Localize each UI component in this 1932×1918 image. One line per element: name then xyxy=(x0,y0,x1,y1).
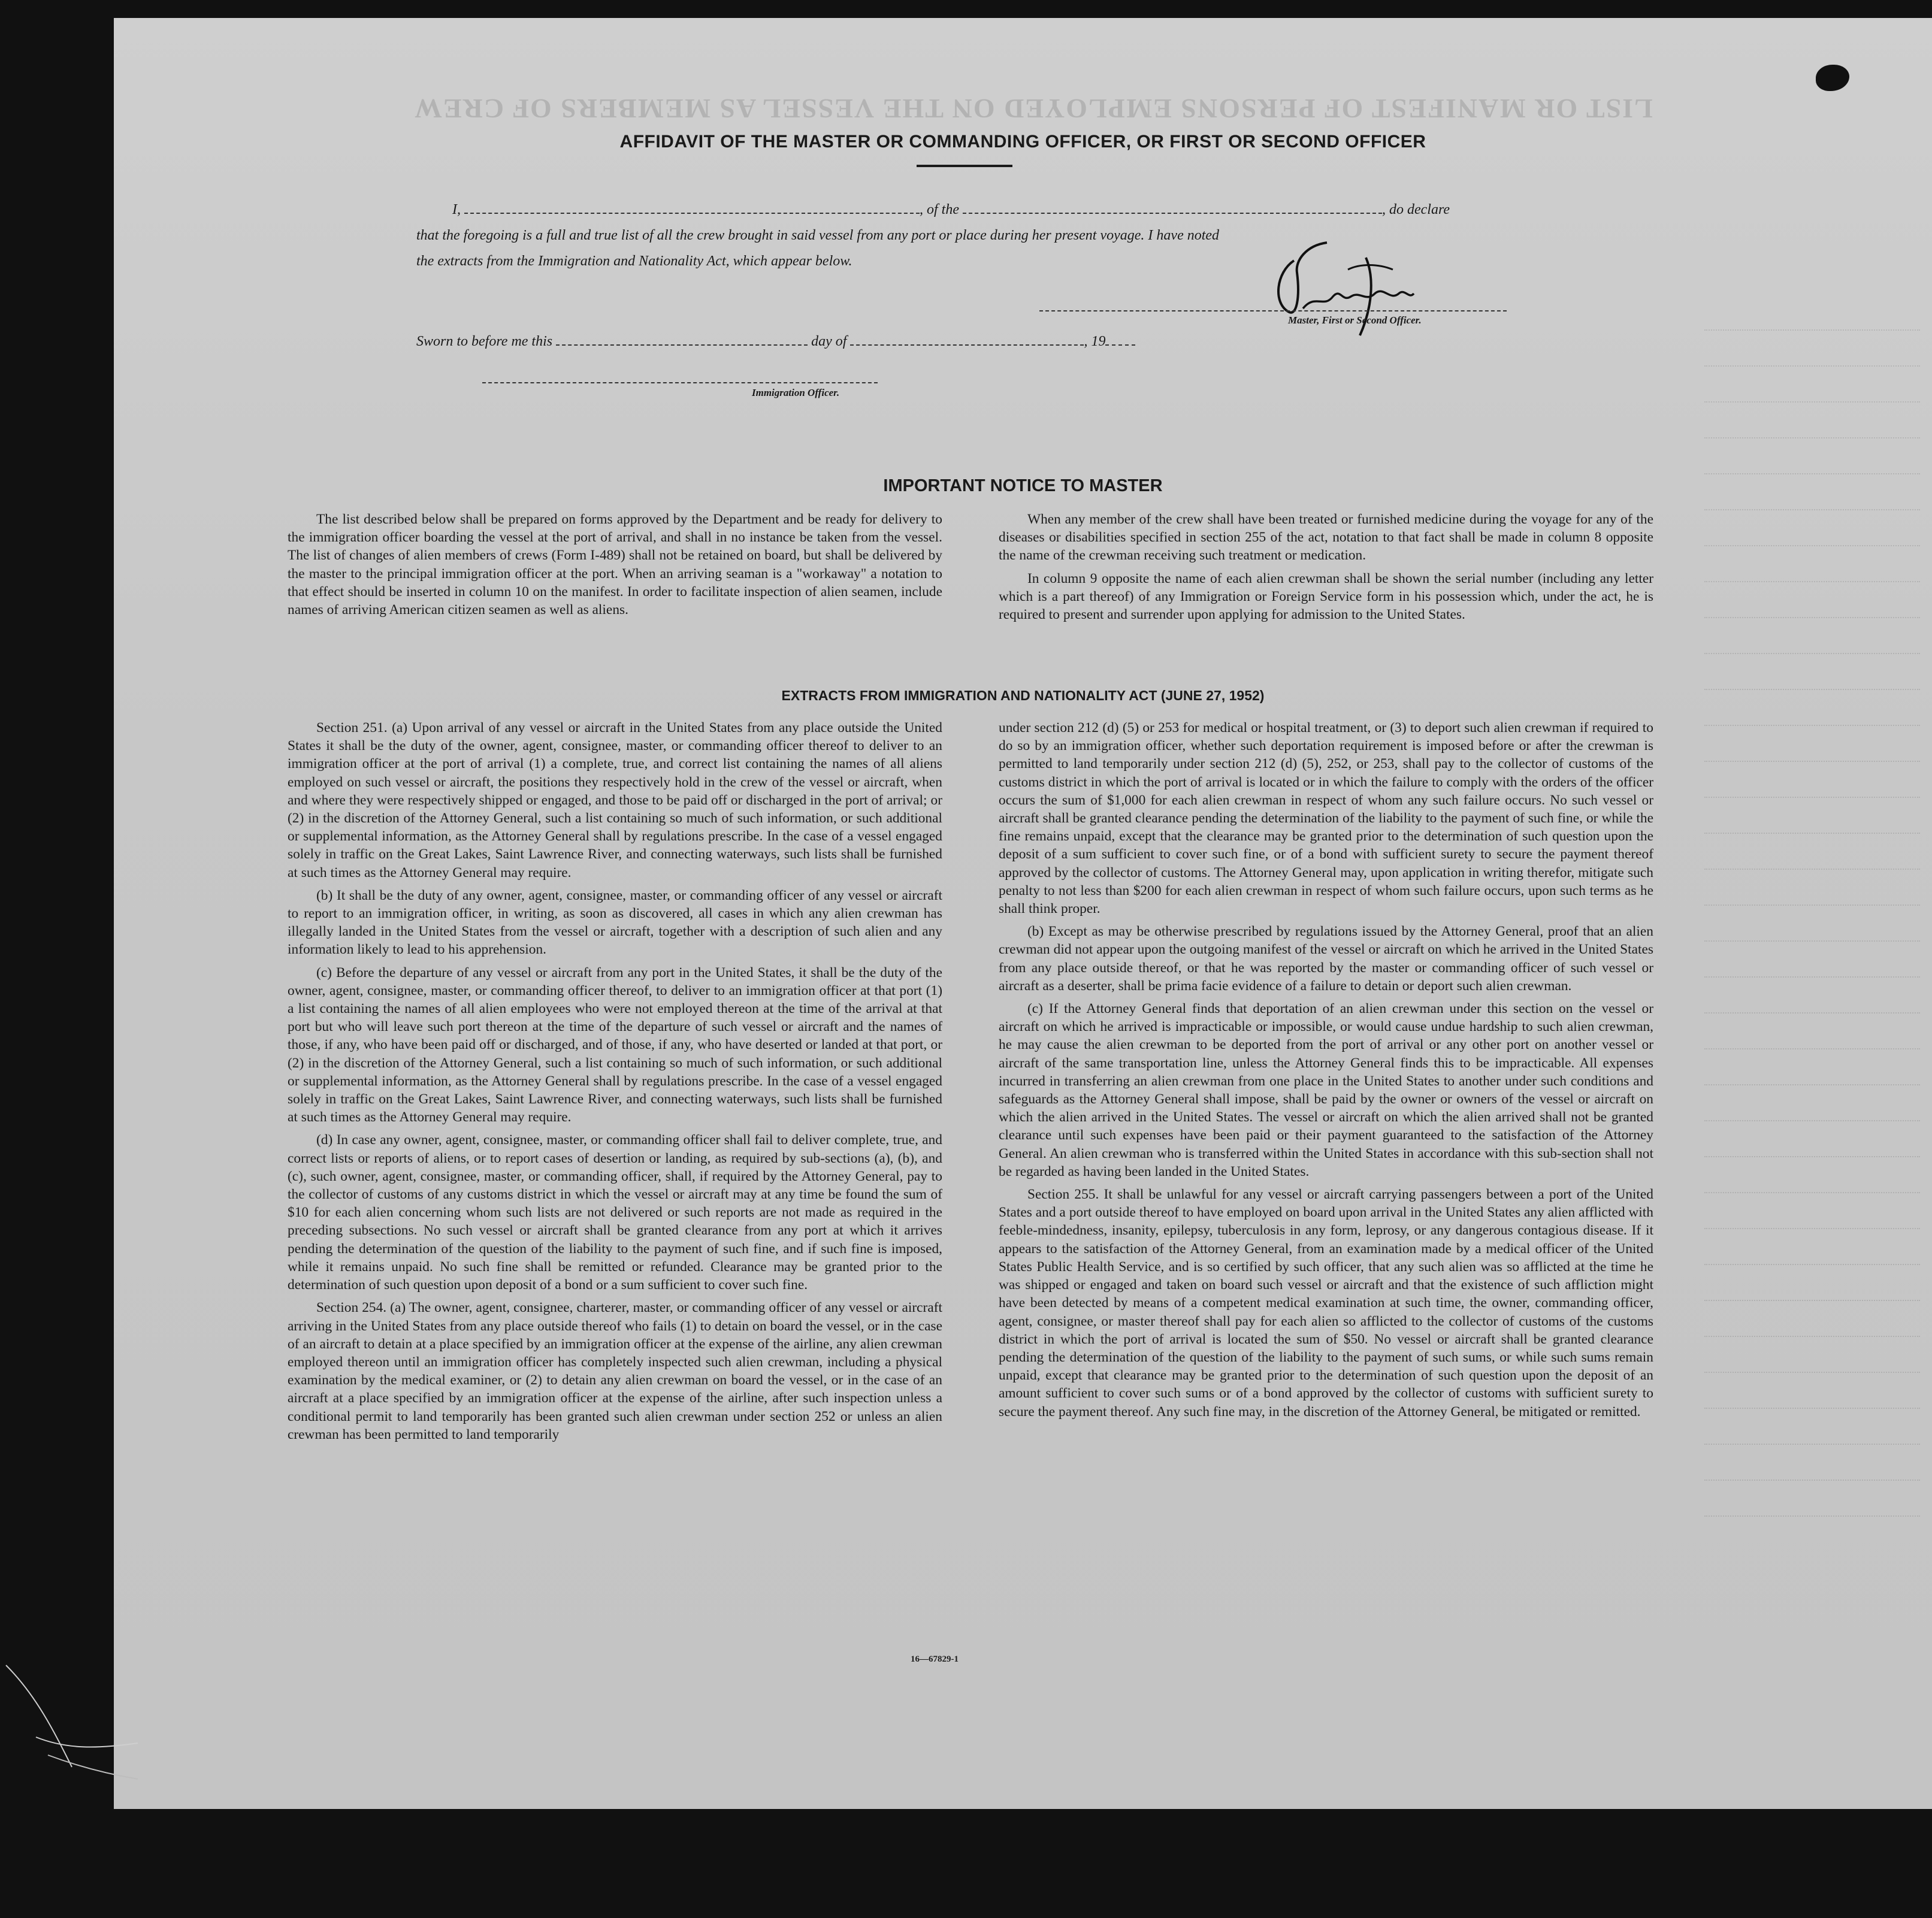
declare-prefix: I, xyxy=(452,202,461,217)
notice-heading: IMPORTANT NOTICE TO MASTER xyxy=(883,476,1163,495)
affidavit-title: AFFIDAVIT OF THE MASTER OR COMMANDING OFFICER, OR FIRST OR SECOND OFFICER xyxy=(619,132,1426,152)
section-251-b: (b) It shall be the duty of any owner, agent, consignee, master, or commanding officer of any vessel or aircraft to report to an immigration officer, in writing, as soon as discovered, all cases in which any alien crewman has illegally landed in the United States from the vessel or aircraft, together with a description of such alien and any information likely to lead to his apprehension. xyxy=(288,887,942,958)
statement-line-2: the extracts from the Immigration and Nationality Act, which appear below. xyxy=(416,253,852,269)
extracts-right-column xyxy=(999,719,1653,1426)
extracts-heading: EXTRACTS FROM IMMIGRATION AND NATIONALITY ACT (JUNE 27, 1952) xyxy=(781,688,1265,703)
sworn-line xyxy=(416,332,1135,350)
section-251-a: Section 251. (a) Upon arrival of any vessel or aircraft in the United States from any place outside the United States it shall be the duty of the owner, agent, consignee, master, or commanding officer thereof to deliver to an immigration officer at the port of arrival (1) a complete, true, and correct list containing the names of all aliens employed on such vessel or aircraft, the positions they respectively hold in the crew of the vessel or aircraft, when and where they were respectively shipped or engaged, and those to be paid off or discharged in the port of arrival; or (2) in the discretion of the Attorney General, such a list containing so much of such information, or such additional or supplemental information, as the Attorney General shall by regulations prescribe. In the case of a vessel engaged solely in traffic on the Great Lakes, Saint Lawrence River, and connecting waterways, such lists shall be furnished at such times as the Attorney General may require. xyxy=(288,720,942,881)
section-251-d: (d) In case any owner, agent, consignee, master, or commanding officer shall fail to deliver complete, true, and correct lists or reports of aliens, or to report cases of desertion or landing, as required by sub-sections (a), (b), and (c), such owner, agent, consignee, master, or commanding officer, shall, if required by the Attorney General, pay to the collector of customs of any customs district in which the vessel or aircraft may at any time be found the sum of $10 for each alien concerning whom such lists are not delivered or such reports are not made as required in the preceding subsections. No such vessel or aircraft shall be granted clearance from any port at which it arrives pending the determination of the question of the liability to the payment of such fine, and if such fine is imposed, while it remains unpaid. No such fine shall be remitted or refunded. Clearance may be granted prior to the determination of such question upon deposit of a bond or a sum sufficient to cover such fine. xyxy=(288,1132,942,1293)
section-254-b: (b) Except as may be otherwise prescribed by regulations issued by the Attorney General, proof that an alien crewman did not appear upon the outgoing manifest of the vessel or aircraft on which he arrived in the United States from any place outside thereof, or that he was reported by the master or commanding officer of such vessel or aircraft as a deserter, shall be prima facie evidence of a failure to detain or deport such alien crewman. xyxy=(999,924,1653,994)
sworn-day-field[interactable] xyxy=(556,332,808,346)
form-number: 16—67829-1 xyxy=(911,1654,959,1664)
notice-right-paragraph-2: In column 9 opposite the name of each alien crewman shall be shown the serial number (including any letter which is a part thereof) of any Immigration or Foreign Service form in his possession which, under the act, he is required to present and surrender upon applying for admission to the United States. xyxy=(999,570,1653,623)
declare-of-the: , of the xyxy=(920,202,959,217)
master-name-field[interactable] xyxy=(464,201,920,214)
master-caption: Master, First or Second Officer. xyxy=(1288,314,1422,326)
sworn-day-of: day of xyxy=(811,334,847,349)
declare-suffix: , do declare xyxy=(1382,202,1450,217)
section-254-a-continued: under section 212 (d) (5) or 253 for medical or hospital treatment, or (3) to deport such alien crewman if required to do so by an immigration officer, whether such deportation requirement is imposed before or after the crewman is permitted to land temporarily under section 212 (d) (5), 252, or 253, shall pay to the collector of customs of the customs district in which the port of arrival is located or in which the failure to comply with the orders of the officer occurs the sum of $1,000 for each alien crewman in respect of whom any such failure occurs. No such vessel or aircraft shall be granted clearance pending the determination of the liability to the payment of such fine, or while the fine remains unpaid, except that the clearance may be granted prior to the determination of such question upon the deposit of a sum sufficient to cover such fine, or of a bond with sufficient surety to secure the payment thereof approved by the collector of customs. The Attorney General may, upon application in writing therefor, mitigate such penalty to not less than $200 for each alien crewman in respect of whom such failure occurs, upon such terms as he shall think proper. xyxy=(999,720,1653,917)
notice-right-paragraph-1: When any member of the crew shall have been treated or furnished medicine during the voyage for any of the diseases or disabilities specified in section 255 of the act, notation to that fact shall be made in column 8 opposite the name of the crewman receiving such treatment or medication. xyxy=(999,512,1653,564)
punch-hole xyxy=(1816,65,1849,91)
section-255: Section 255. It shall be unlawful for any vessel or aircraft carrying passengers between a port of the United States and a port outside thereof to have employed on board upon arrival in the United States any alien afflicted with feeble-mindedness, insanity, epilepsy, tuberculosis in any form, leprosy, or any dangerous contagious disease. If it appears to the satisfaction of the Attorney General, from an examination made by a medical officer of the United States Public Health Service, and is so certified by such officer, that any such alien was so afflicted at the time he was shipped or engaged and taken on board such vessel or aircraft and that the existence of such affliction might have been detected by means of a competent medical examination at such time, the owner, commanding officer, agent, consignee, or master thereof shall pay for each alien so afflicted to the collector of customs of the customs district in which the port of arrival is located the sum of $50. No vessel or aircraft shall be granted clearance pending the determination of the question of the liability to the payment of such sums, or while such sums remain unpaid, except that clearance may be granted prior to the determination of such question upon the deposit of an amount sufficient to cover such sums or of a bond approved by the collector of customs with sufficient surety to secure the payment thereof. Any such fine may, in the discretion of the Attorney General, be mitigated or remitted. xyxy=(999,1187,1653,1420)
title-rule xyxy=(917,165,1012,167)
extracts-left-column xyxy=(288,719,942,1448)
bleed-through-column xyxy=(1704,329,1920,1587)
master-signature-line xyxy=(1039,298,1507,316)
sworn-year-field[interactable] xyxy=(1105,332,1135,346)
sworn-month-field[interactable] xyxy=(850,332,1084,346)
bleed-through-heading: LIST OR MANIFEST OF PERSONS EMPLOYED ON THE VESSEL AS MEMBERS OF CREW xyxy=(413,93,1653,124)
sworn-year-prefix: , 19 xyxy=(1084,334,1106,349)
notice-right-column xyxy=(999,510,1653,628)
officer-signature-line xyxy=(482,370,878,388)
officer-caption: Immigration Officer. xyxy=(752,387,840,398)
section-254-c: (c) If the Attorney General finds that deportation of an alien crewman under this section on the vessel or aircraft on which he arrived is impracticable or impossible, or would cause undue hardship to such alien crewman, he may cause the alien crewman to be deported from the port of arrival or any other port on another vessel or aircraft of the same transportation line, unless the Attorney General finds this to be impracticable. All expenses incurred in transferring an alien crewman from one place in the United States to another under such conditions and safeguards as the Attorney General shall impose, shall be paid by the owner or owners of the vessel or aircraft on which the alien arrived in the United States. The vessel or aircraft on which the alien arrived shall not be granted clearance until such expenses have been paid or their payment guaranteed to the satisfaction of the Attorney General. An alien crewman who is transferred within the United States in accordance with this sub-section shall not be regarded as having been landed in the United States. xyxy=(999,1001,1653,1179)
declare-line xyxy=(452,201,1450,218)
notice-left-paragraph: The list described below shall be prepared on forms approved by the Department and be ready for delivery to the immigration officer boarding the vessel at the port of arrival, and shall in no instance be taken from the vessel. The list of changes of alien members of crews (Form I-489) shall not be retained on board, but shall be delivered by the master to the principal immigration officer at the port. When an arriving seaman is a "workaway" a notation to that effect should be inserted in column 10 on the manifest. In order to facilitate inspection of alien seamen, include names of arriving American citizen seamen as well as aliens. xyxy=(288,512,942,618)
document-page xyxy=(114,18,1932,1809)
statement-line-1: that the foregoing is a full and true list of all the crew brought in said vessel from any port or place during her present voyage. I have noted xyxy=(416,228,1220,243)
edge-scratch-marks xyxy=(0,1659,156,1791)
section-251-c: (c) Before the departure of any vessel or aircraft from any port in the United States, it shall be the duty of the owner, agent, consignee, master, or commanding officer thereof, to deliver to an immigration officer at that port (1) a list containing the names of all alien employees who were not employed thereon at the time of the arrival at that port but who will leave such port thereon at the time of the departure of such vessel or aircraft and the names of those, if any, who have been paid off or discharged, and of those, if any, who have deserted or landed at that port, or (2) in the discretion of the Attorney General, such a list containing so much of such information, or such additional or supplemental information, as the Attorney General shall by regulations prescribe. In the case of a vessel engaged solely in traffic on the Great Lakes, Saint Lawrence River, and connecting waterways, such lists shall be furnished at such times as the Attorney General may require. xyxy=(288,964,942,1126)
sworn-prefix: Sworn to before me this xyxy=(416,334,553,349)
notice-left-column xyxy=(288,510,942,624)
vessel-name-field[interactable] xyxy=(963,201,1382,214)
section-254-a: Section 254. (a) The owner, agent, consignee, charterer, master, or commanding officer of any vessel or aircraft arriving in the United States from any place outside thereof who fails (1) to detain on board the vessel, or in the case of an aircraft to detain at a place specified by an immigration officer at the expense of the airline, any alien crewman employed thereon until an immigration officer has completely inspected such alien crewman, including a physical examination by the medical examiner, or (2) to detain any alien crewman on board the vessel, or in the case of an aircraft at a place specified by an immigration officer at the expense of the airline, after such inspection unless a conditional permit to land temporarily has been granted such alien crewman under section 252 or unless an alien crewman has been permitted to land temporarily xyxy=(288,1300,942,1442)
